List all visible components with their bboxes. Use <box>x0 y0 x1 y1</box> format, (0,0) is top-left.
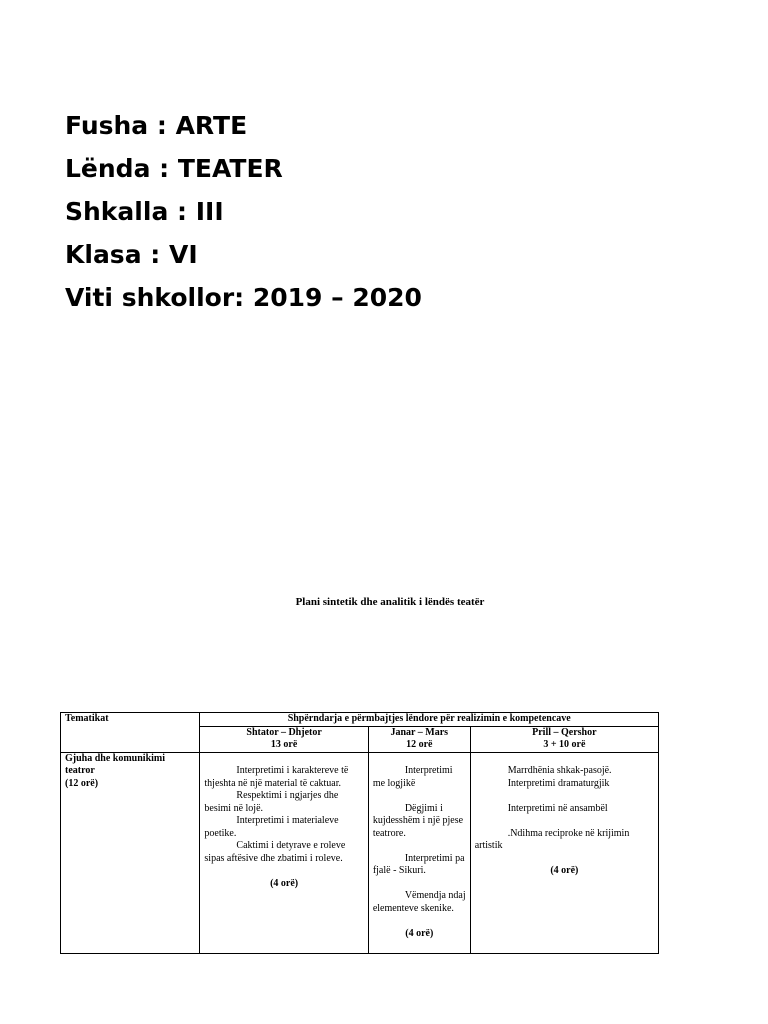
theme-name: Gjuha dhe komunikimi teatror <box>65 752 166 776</box>
document-header <box>65 104 422 319</box>
period-name: Shtator – Dhjetor <box>246 726 322 738</box>
table-header-row <box>61 713 659 727</box>
content-item: Interpretimi i materialeve poetike. <box>204 815 339 839</box>
content-cell <box>200 752 368 953</box>
plan-table <box>60 712 659 954</box>
content-item: Interpretimi me logjikë <box>372 765 453 789</box>
content-item: Interpretimi pa fjalë - Sikuri. <box>372 852 465 876</box>
period-hours: 3 + 10 orë <box>543 739 586 750</box>
period-header <box>368 726 470 752</box>
period-hours: 13 orë <box>270 739 298 750</box>
content-item: Interpretimi në ansambël <box>507 802 608 814</box>
content-item: Interpretimi dramaturgjik <box>507 777 610 789</box>
content-item: Respektimi i ngjarjes dhe besimi në lojë. <box>204 790 339 814</box>
content-item: Marrdhënia shkak-pasojë. <box>507 765 612 776</box>
theme-hours: (12 orë) <box>65 777 99 789</box>
plan-title: Plani sintetik dhe analitik i lëndës teatër <box>295 596 485 608</box>
theme-cell <box>61 752 200 953</box>
content-hours: (4 orë) <box>550 865 579 876</box>
period-name: Janar – Mars <box>390 726 449 738</box>
period-name: Prill – Qershor <box>532 726 597 738</box>
subject-line: Lënda : TEATER <box>65 154 283 183</box>
content-item: .Ndihma reciproke në krijimin artistik <box>474 827 630 851</box>
content-item: Interpretimi i karaktereve të thjeshta në një material të caktuar. <box>204 765 349 789</box>
content-item: Caktimi i detyrave e roleve sipas aftësive dhe zbatimi i roleve. <box>204 840 346 864</box>
period-header <box>470 726 658 752</box>
column-group-header: Shpërndarja e përmbajtjes lëndore për realizimin e kompetencave <box>200 713 659 727</box>
school-year-line: Viti shkollor: 2019 – 2020 <box>65 283 422 312</box>
content-cell <box>368 752 470 953</box>
field-line: Fusha : ARTE <box>65 111 248 140</box>
level-line: Shkalla : III <box>65 197 224 226</box>
table-row <box>61 752 659 953</box>
content-item: Dëgjimi i kujdesshëm i një pjese teatrore. <box>372 802 464 839</box>
period-header <box>200 726 368 752</box>
column-header-themes: Tematikat <box>61 713 200 753</box>
content-hours: (4 orë) <box>270 877 299 889</box>
period-hours: 12 orë <box>406 739 433 750</box>
class-line: Klasa : VI <box>65 240 198 269</box>
content-cell <box>470 752 658 953</box>
content-item: Vëmendja ndaj elementeve skenike. <box>372 890 466 914</box>
content-hours: (4 orë) <box>405 927 434 939</box>
